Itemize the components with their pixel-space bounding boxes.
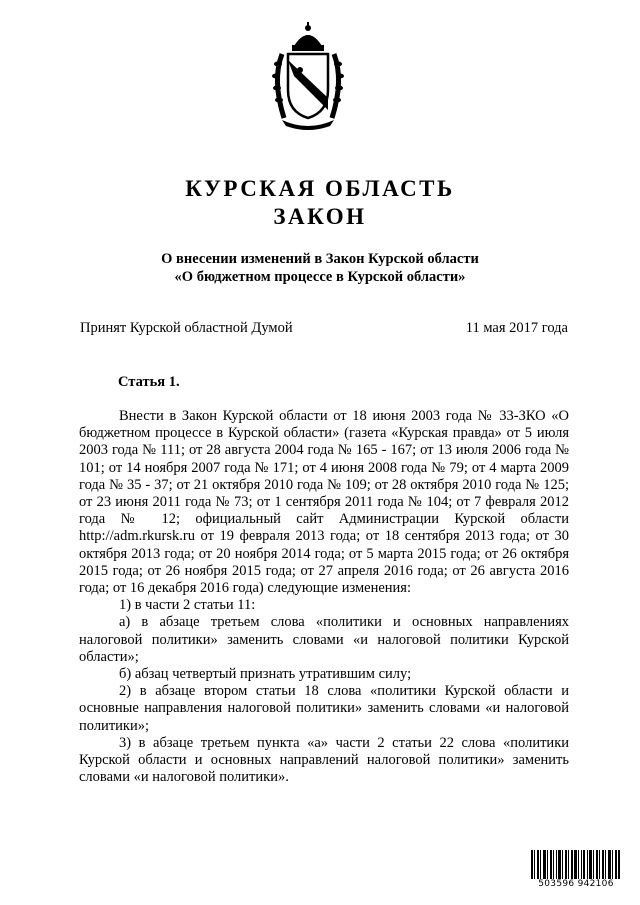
law-subtitle [0,250,640,286]
article-body [79,408,569,786]
coat-of-arms-emblem [268,20,348,132]
law-subtitle-line-2: «О бюджетном процессе в Курской области» [174,269,466,285]
article-paragraph-item-1: 1) в части 2 статьи 11: [119,597,256,614]
law-subtitle-line-1: О внесении изменений в Закон Курской области [161,251,479,267]
article-paragraph-item-1a: а) в абзаце третьем слова «политики и основных направлениях налоговой политики» заменить словами «и налоговой политики Курской области»; [79,614,569,665]
adoption-line [80,320,568,337]
article-paragraph-main: Внести в Закон Курской области от 18 июня 2003 года № 33-ЗКО «О бюджетном процессе в Курской области» (газета «Курская правда» от 5 июля 2003 года № 111; от 28 августа 2004 года № 165 - 167; от 13 июля 2006 года № 101; от 14 ноября 2007 года № 171; от 4 июня 2008 года № 79; от 4 марта 2009 года № 35 - 37; от 21 октября 2010 года № 109; от 28 октября 2010 года № 125; от 23 июня 2011 года № 73; от 1 сентября 2011 года № 104; от 7 февраля 2012 года № 12; официальный сайт Администрации Курской области http://adm.rkursk.ru от 19 февраля 2013 года; от 18 сентября 2013 года; от 30 октября 2013 года; от 20 ноября 2014 года; от 5 марта 2015 года; от 26 октября 2015 года; от 26 ноября 2015 года; от 27 апреля 2016 года; от 26 августа 2016 года; от 16 декабря 2016 года) следующие изменения: [79,408,569,597]
barcode-number: 503596 942106 [531,879,621,889]
region-title: КУРСКАЯ ОБЛАСТЬ [185,176,455,201]
adopted-by: Принят Курской областной Думой [80,320,293,336]
article-paragraph-item-2: 2) в абзаце втором статьи 18 слова «политики Курской области и основные направления налоговой политики» заменить словами «и налоговой политики»; [79,683,569,734]
article-paragraph-item-3: 3) в абзаце третьем пункта «а» части 2 статьи 22 слова «политики Курской области и основных направлений налоговой политики» заменить словами «и налоговой политики». [79,734,569,786]
adoption-date: 11 мая 2017 года [465,320,568,336]
article-title: Статья 1. [118,374,180,390]
document-type-title: ЗАКОН [273,204,367,229]
article-paragraph-item-1b: б) абзац четвертый признать утратившим силу; [119,666,412,683]
